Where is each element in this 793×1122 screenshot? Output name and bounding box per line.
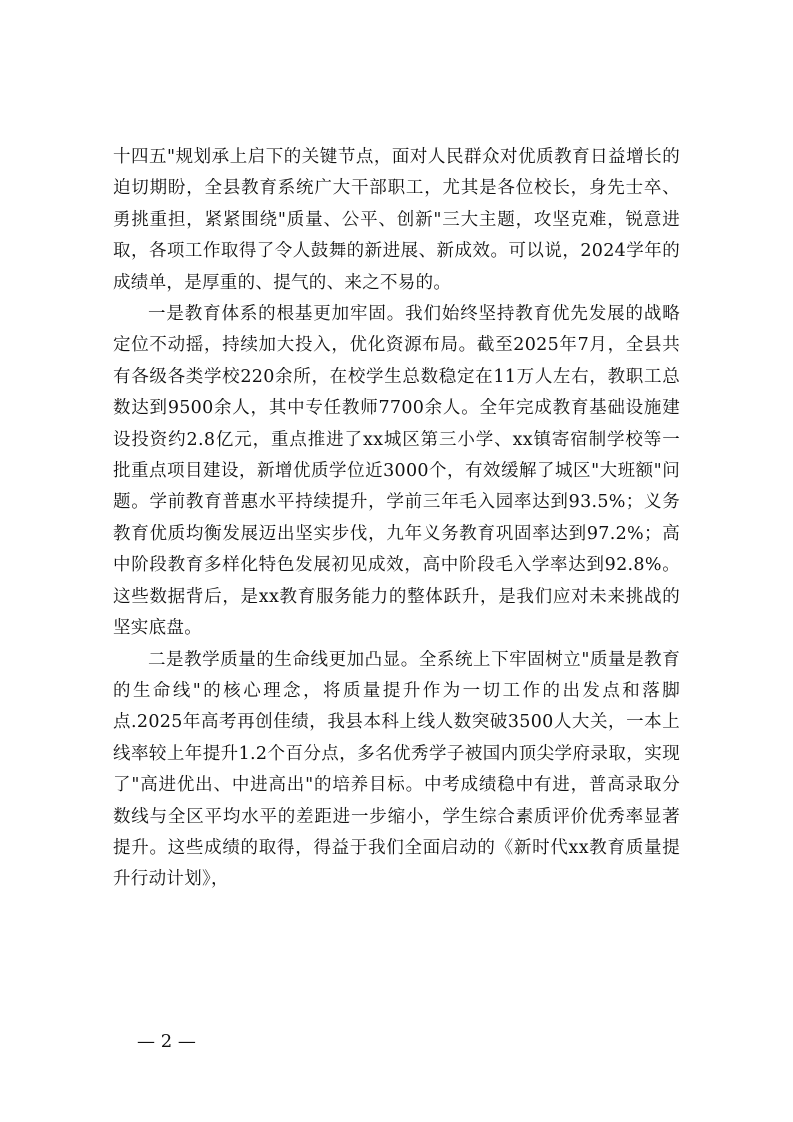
- page-number: — 2 —: [137, 1031, 196, 1052]
- paragraph-teaching-quality: 二是教学质量的生命线更加凸显。全系统上下牢固树立"质量是教育的生命线"的核心理念，将质量提升作为一切工作的出发点和落脚点.2025年高考再创佳绩，我县本科上线人数突破3500人大关，一本上线率较上年提升1.2个百分点，多名优秀学子被国内顶尖学府录取，实现了"高进优出、中进高出"的培养目标。中考成绩稳中有进，普高录取分数线与全区平均水平的差距进一步缩小，学生综合素质评价优秀率显著提升。这些成绩的取得，得益于我们全面启动的《新时代xx教育质量提升行动计划》，: [113, 649, 680, 890]
- paragraph-education-system: 一是教育体系的根基更加牢固。我们始终坚持教育优先发展的战略定位不动摇，持续加大投入，优化资源布局。截至2025年7月，全县共有各级各类学校220余所，在校学生总数稳定在11万人左右，教职工总数达到9500余人，其中专任教师7700余人。全年完成教育基础设施建设投资约2.8亿元，重点推进了xx城区第三小学、xx镇寄宿制学校等一批重点项目建设，新增优质学位近3000个，有效缓解了城区"大班额"问题。学前教育普惠水平持续提升，学前三年毛入园率达到93.5%；义务教育优质均衡发展迈出坚实步伐，九年义务教育巩固率达到97.2%；高中阶段教育多样化特色发展初见成效，高中阶段毛入学率达到92.8%。这些数据背后，是xx教育服务能力的整体跃升，是我们应对未来挑战的坚实底盘。: [113, 304, 680, 639]
- paragraph-intro-continued: 十四五"规划承上启下的关键节点，面对人民群众对优质教育日益增长的迫切期盼，全县教育系统广大干部职工，尤其是各位校长，身先士卒、勇挑重担，紧紧围绕"质量、公平、创新"三大主题，攻坚克难，锐意进取，各项工作取得了令人鼓舞的新进展、新成效。可以说，2024学年的成绩单，是厚重的、提气的、来之不易的。: [113, 147, 680, 293]
- document-body: [113, 142, 680, 896]
